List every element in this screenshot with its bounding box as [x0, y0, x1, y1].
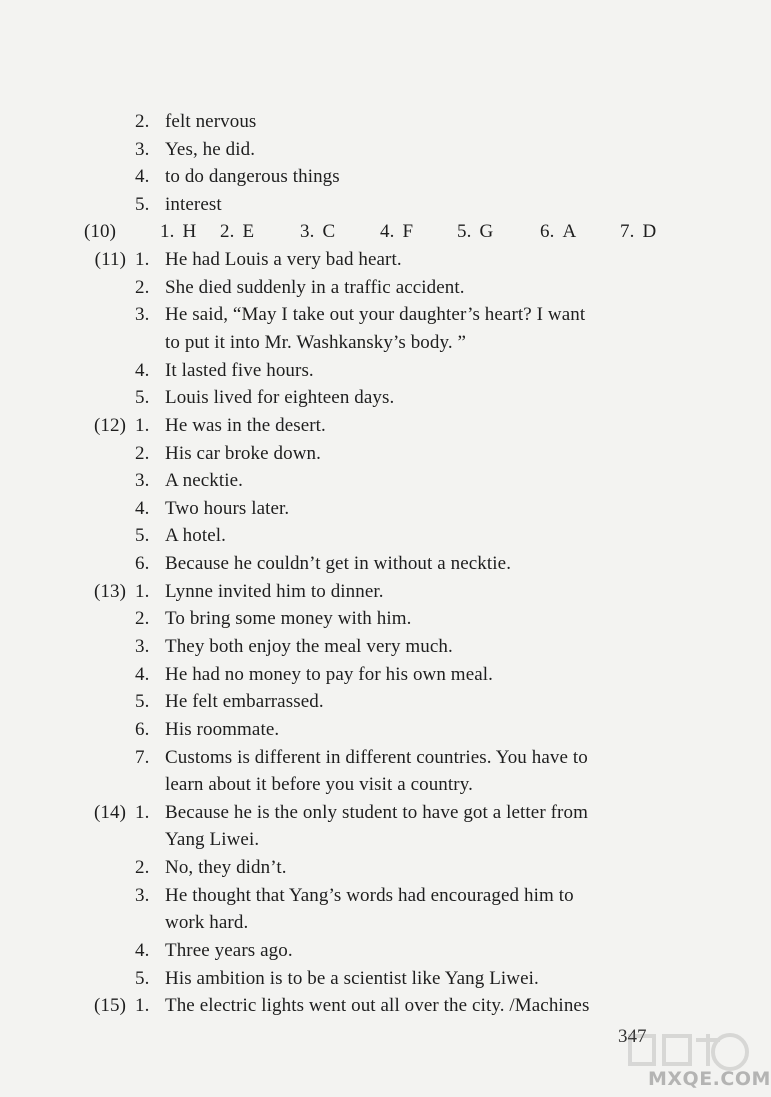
answer-letter: C [322, 221, 336, 242]
item-number: 2. [135, 111, 150, 132]
answer-text: Three years ago. [165, 940, 293, 961]
answer-text: His ambition is to be a scientist like Yang Liwei. [165, 968, 539, 989]
group-label: (13) [93, 581, 126, 602]
item-number: 4. [135, 498, 150, 519]
group-label: (10) [84, 221, 117, 242]
answer-text: interest [165, 194, 222, 215]
item-number: 4. [135, 664, 150, 685]
answer-letter: H [182, 221, 197, 242]
answer-letter: G [479, 221, 494, 242]
answer-text: He had no money to pay for his own meal. [165, 664, 493, 685]
answer-letter: A [562, 221, 577, 242]
answer-text: Yang Liwei. [165, 829, 260, 850]
matching-answer [300, 221, 335, 243]
item-number: 2. [135, 857, 150, 878]
answer-text: It lasted five hours. [165, 360, 314, 381]
answer-letter: D [642, 221, 657, 242]
item-number: 3. [135, 470, 150, 491]
answer-text: to do dangerous things [165, 166, 340, 187]
item-number: 1. [135, 249, 150, 270]
answer-text: They both enjoy the meal very much. [165, 636, 453, 657]
matching-answer [457, 221, 493, 243]
answer-text: Because he is the only student to have got a letter from [165, 802, 588, 823]
item-number: 2. [135, 443, 150, 464]
item-number: 2. [135, 608, 150, 629]
answer-text: The electric lights went out all over the city. /Machines [165, 995, 590, 1016]
item-number: 3. [300, 221, 315, 242]
answer-text: His roommate. [165, 719, 280, 740]
answer-text: His car broke down. [165, 443, 321, 464]
item-number: 6. [540, 221, 555, 242]
item-number: 1. [135, 995, 150, 1016]
item-number: 3. [135, 885, 150, 906]
answer-text: He had Louis a very bad heart. [165, 249, 402, 270]
item-number: 5. [135, 387, 150, 408]
answer-text: A hotel. [165, 525, 226, 546]
answer-text: He said, “May I take out your daughter’s heart? I want [165, 304, 586, 325]
answer-text: to put it into Mr. Washkansky’s body. ” [165, 332, 467, 353]
item-number: 6. [135, 553, 150, 574]
item-number: 3. [135, 636, 150, 657]
item-number: 4. [135, 360, 150, 381]
item-number: 4. [135, 940, 150, 961]
item-number: 3. [135, 139, 150, 160]
item-number: 5. [135, 691, 150, 712]
matching-answer [380, 221, 413, 243]
item-number: 6. [135, 719, 150, 740]
matching-answer [220, 221, 254, 243]
item-number: 1. [135, 581, 150, 602]
answer-text: Because he couldn’t get in without a necktie. [165, 553, 512, 574]
group-label: (14) [93, 802, 126, 823]
matching-answer [160, 221, 196, 243]
answer-text: A necktie. [165, 470, 244, 491]
answer-text: Louis lived for eighteen days. [165, 387, 395, 408]
watermark-text: MXQE.COM [648, 1068, 771, 1090]
matching-answer [540, 221, 576, 243]
answer-text: learn about it before you visit a country. [165, 774, 473, 795]
answer-text: No, they didn’t. [165, 857, 287, 878]
item-number: 4. [135, 166, 150, 187]
item-number: 7. [620, 221, 635, 242]
page-number: 347 [618, 1026, 647, 1047]
item-number: 5. [135, 968, 150, 989]
item-number: 5. [457, 221, 472, 242]
item-number: 7. [135, 747, 150, 768]
item-number: 1. [135, 802, 150, 823]
item-number: 3. [135, 304, 150, 325]
answer-text: work hard. [165, 912, 249, 933]
answer-text: He felt embarrassed. [165, 691, 324, 712]
item-number: 5. [135, 194, 150, 215]
answer-text: She died suddenly in a traffic accident. [165, 277, 465, 298]
answer-text: To bring some money with him. [165, 608, 412, 629]
group-label: (15) [93, 995, 126, 1016]
group-label: (12) [93, 415, 126, 436]
item-number: 2. [135, 277, 150, 298]
item-number: 2. [220, 221, 235, 242]
item-number: 4. [380, 221, 395, 242]
answer-text: Two hours later. [165, 498, 290, 519]
answer-letter: E [242, 221, 255, 242]
item-number: 1. [160, 221, 175, 242]
answer-text: felt nervous [165, 111, 257, 132]
item-number: 1. [135, 415, 150, 436]
answer-text: He thought that Yang’s words had encouraged him to [165, 885, 574, 906]
matching-answer [620, 221, 656, 243]
answer-text: Yes, he did. [165, 139, 256, 160]
answer-letter: F [402, 221, 414, 242]
answer-text: Customs is different in different countries. You have to [165, 747, 588, 768]
group-label: (11) [94, 249, 126, 270]
answer-text: Lynne invited him to dinner. [165, 581, 384, 602]
item-number: 5. [135, 525, 150, 546]
answer-text: He was in the desert. [165, 415, 326, 436]
